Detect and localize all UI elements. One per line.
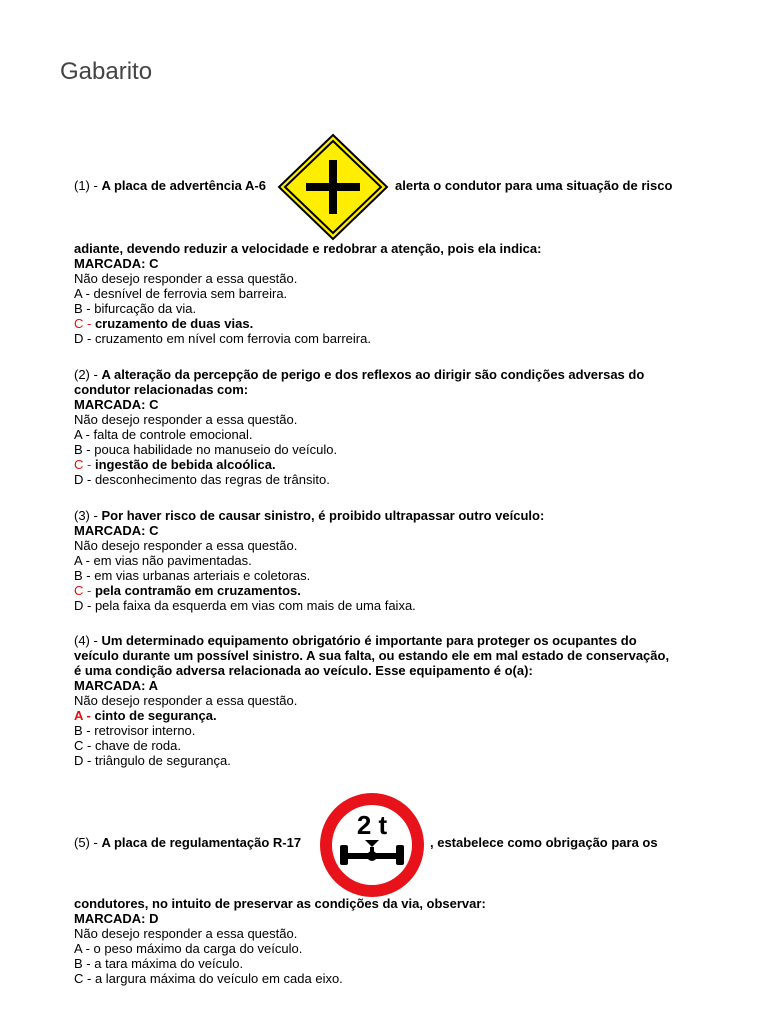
question-stem-text: Um determinado equipamento obrigatório é importante para proteger os ocupantes do [101,633,637,648]
question-stem-text: alerta o condutor para uma situação de risco [395,178,673,193]
no-answer-option: Não desejo responder a essa questão. [74,271,298,286]
option-a [74,553,714,568]
option-text: em vias não pavimentadas. [93,553,252,568]
weight-limit-regulatory-sign-icon [314,790,430,900]
no-answer-option: Não desejo responder a essa questão. [74,693,298,708]
option-c [74,738,714,753]
question-2 [74,367,714,487]
option-letter: B - [74,442,95,457]
option-letter: C - [74,316,95,331]
option-text: ingestão de bebida alcoólica. [94,457,276,472]
option-text: retrovisor interno. [94,723,196,738]
option-text: pela faixa da esquerda em vias com mais de uma faixa. [94,598,416,613]
question-3 [74,508,714,613]
option-text: cruzamento em nível com ferrovia com barreira. [94,331,371,346]
option-text: em vias urbanas arteriais e coletoras. [94,568,311,583]
marked-answer: MARCADA: C [74,523,159,538]
question-stem-text: adiante, devendo reduzir a velocidade e redobrar a atenção, pois ela indica: [74,241,542,256]
option-text: a largura máxima do veículo em cada eixo. [94,971,343,986]
question-1-body [74,241,714,346]
option-b [74,301,714,316]
question-stem-text: veículo durante um possível sinistro. A sua falta, ou estando ele em mal estado de conservação, [74,648,670,663]
option-text: pouca habilidade no manuseio do veículo. [94,442,338,457]
option-letter: C - [74,738,95,753]
no-answer-option: Não desejo responder a essa questão. [74,412,298,427]
option-text: desconhecimento das regras de trânsito. [94,472,330,487]
option-letter: B - [74,301,95,316]
crossroads-warning-sign-icon [276,132,390,242]
question-5-body [74,896,714,986]
option-a [74,427,714,442]
no-answer-option: Não desejo responder a essa questão. [74,538,298,553]
option-text: chave de roda. [94,738,181,753]
question-number: (3) - [74,508,102,523]
option-text: desnível de ferrovia sem barreira. [93,286,288,301]
option-b [74,723,714,738]
no-answer-option: Não desejo responder a essa questão. [74,926,298,941]
option-text: triângulo de segurança. [94,753,231,768]
question-stem-text: é uma condição adversa relacionada ao veículo. Esse equipamento é o(a): [74,663,533,678]
page-title: Gabarito [60,58,153,85]
option-letter: D - [74,753,95,768]
option-letter: A - [74,941,94,956]
option-a-correct [74,708,714,723]
option-b [74,956,714,971]
marked-answer: MARCADA: C [74,397,159,412]
question-5-stem-after [430,835,730,850]
option-b [74,568,714,583]
option-letter: C - [74,971,95,986]
option-a [74,941,714,956]
option-text: o peso máximo da carga do veículo. [93,941,303,956]
option-letter: C - [74,583,95,598]
option-letter: D - [74,472,95,487]
option-d [74,331,714,346]
option-letter: D - [74,331,95,346]
marked-answer: MARCADA: A [74,678,159,693]
option-d [74,598,714,613]
question-stem-text: A placa de advertência A-6 [101,178,266,193]
option-d [74,753,714,768]
option-text: a tara máxima do veículo. [94,956,244,971]
question-number: (2) - [74,367,102,382]
option-text: pela contramão em cruzamentos. [94,583,301,598]
marked-answer: MARCADA: C [74,256,159,271]
question-number: (4) - [74,633,102,648]
question-stem-text: condutor relacionadas com: [74,382,249,397]
option-letter: C - [74,457,95,472]
option-d [74,472,714,487]
question-4 [74,633,714,768]
option-letter: B - [74,956,95,971]
question-stem-text: A placa de regulamentação R-17 [101,835,302,850]
question-stem-text: Por haver risco de causar sinistro, é proibido ultrapassar outro veículo: [101,508,545,523]
option-letter: A - [74,708,95,723]
question-stem-text: , estabelece como obrigação para os [430,835,658,850]
sign-weight-text: 2 t [356,810,388,840]
option-letter: A - [74,286,94,301]
option-text: cinto de segurança. [94,708,217,723]
question-1-stem-after [395,178,715,193]
option-text: cruzamento de duas vias. [94,316,254,331]
option-c-correct [74,316,714,331]
marked-answer: MARCADA: D [74,911,159,926]
option-letter: D - [74,598,95,613]
question-stem-text: A alteração da percepção de perigo e dos reflexos ao dirigir são condições adversas do [101,367,645,382]
question-number: (1) - [74,178,102,193]
question-stem-text: condutores, no intuito de preservar as condições da via, observar: [74,896,486,911]
option-text: bifurcação da via. [94,301,197,316]
option-letter: A - [74,553,94,568]
option-a [74,286,714,301]
option-b [74,442,714,457]
option-c-correct [74,457,714,472]
option-c-correct [74,583,714,598]
question-number: (5) - [74,835,102,850]
option-letter: A - [74,427,94,442]
option-c [74,971,714,986]
option-letter: B - [74,723,95,738]
option-letter: B - [74,568,95,583]
option-text: falta de controle emocional. [93,427,253,442]
